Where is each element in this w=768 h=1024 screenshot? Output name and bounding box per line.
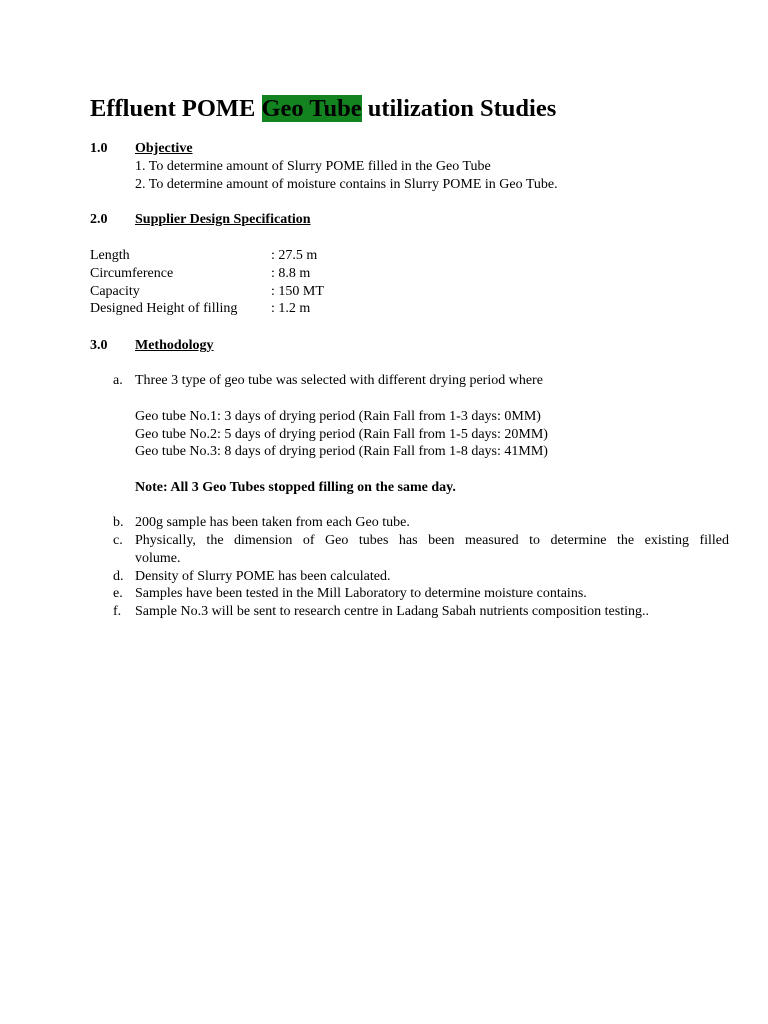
spec-value: : 150 MT	[271, 284, 324, 299]
title-text-before: Effluent POME	[90, 95, 262, 122]
geo-tube-line: Geo tube No.3: 8 days of drying period (Rain Fall from 1-8 days: 41MM)	[135, 444, 548, 459]
objective-item: 1. To determine amount of Slurry POME filled in the Geo Tube	[135, 159, 491, 174]
spec-label: Capacity	[90, 284, 140, 299]
objective-item: 2. To determine amount of moisture contains in Slurry POME in Geo Tube.	[135, 177, 558, 192]
document-page	[90, 0, 730, 1024]
item-text-line1: Physically, the dimension of Geo tubes has been measured to determine the existing filled	[135, 533, 729, 548]
section-number: 2.0	[90, 212, 108, 227]
item-text: Density of Slurry POME has been calculated.	[135, 569, 391, 584]
spec-value: : 1.2 m	[271, 301, 311, 316]
item-letter: a.	[113, 373, 123, 388]
title-text-after: utilization Studies	[361, 95, 557, 122]
geo-tube-line: Geo tube No.1: 3 days of drying period (Rain Fall from 1-3 days: 0MM)	[135, 409, 541, 424]
spec-label: Designed Height of filling	[90, 301, 238, 316]
spec-value: : 27.5 m	[271, 248, 318, 263]
spec-value: : 8.8 m	[271, 266, 311, 281]
item-text: Samples have been tested in the Mill Laboratory to determine moisture contains.	[135, 586, 587, 601]
section-number: 1.0	[90, 141, 108, 156]
document-title	[90, 94, 556, 124]
item-letter: b.	[113, 515, 124, 530]
item-text: Sample No.3 will be sent to research centre in Ladang Sabah nutrients composition testing..	[135, 604, 649, 619]
geo-tube-line: Geo tube No.2: 5 days of drying period (Rain Fall from 1-5 days: 20MM)	[135, 427, 548, 442]
item-text: Three 3 type of geo tube was selected with different drying period where	[135, 373, 543, 388]
item-text: 200g sample has been taken from each Geo tube.	[135, 515, 410, 530]
item-text-line2: volume.	[135, 551, 181, 566]
section-heading: Objective	[135, 141, 193, 156]
item-letter: f.	[113, 604, 122, 619]
spec-label: Circumference	[90, 266, 174, 281]
spec-label: Length	[90, 248, 130, 263]
methodology-note: Note: All 3 Geo Tubes stopped filling on the same day.	[135, 480, 456, 495]
item-letter: c.	[113, 533, 123, 548]
item-letter: e.	[113, 586, 123, 601]
title-highlight: Geo Tube	[261, 95, 362, 122]
section-number: 3.0	[90, 338, 108, 353]
section-heading: Methodology	[135, 338, 214, 353]
section-heading: Supplier Design Specification	[135, 212, 311, 227]
item-letter: d.	[113, 569, 124, 584]
